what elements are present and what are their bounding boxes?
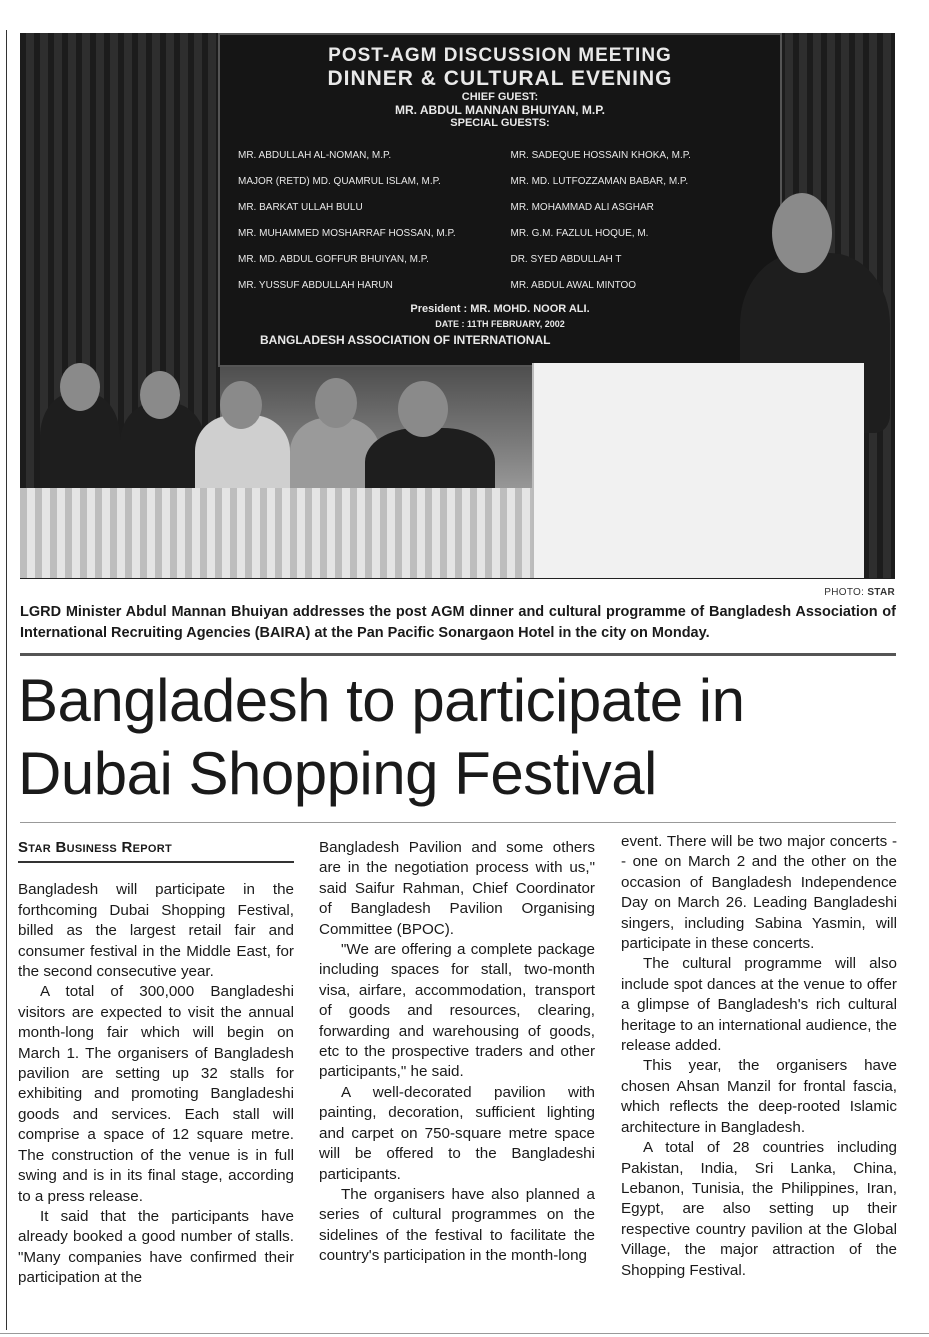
paragraph: The organisers have also planned a series of cultural programmes on the sidelines of the festival to facilitate the country's participation in the month-long	[319, 1185, 595, 1265]
board-chief-guest: MR. ABDUL MANNAN BHUIYAN, M.P.	[394, 103, 605, 117]
article-column-3	[621, 832, 897, 1281]
photo-credit-prefix: PHOTO:	[824, 587, 865, 598]
photo-credit	[824, 587, 895, 598]
page-left-rule	[6, 30, 7, 1330]
paragraph: event. There will be two major concerts -- one on March 2 and the other on the occasion of Bangladesh Independence Day on March 26. Leading Bangladeshi singers, including Sabina Yasmin, will participate in these concerts.	[621, 833, 897, 953]
paragraph: A total of 300,000 Bangladeshi visitors are expected to visit the annual month-long fair which will begin on March 1. The organisers of Bangladesh pavilion are setting up 32 stalls for exhibiting and promoting Bangladeshi goods and services. Each stall will comprise a space of 12 square metre. The construction of the venue is in full swing and is in its final stage, according to a press release.	[18, 983, 294, 1205]
board-guest-name: MR. BARKAT ULLAH BULU	[238, 202, 363, 213]
event-backdrop-board	[218, 33, 782, 367]
board-chief-guest-label: CHIEF GUEST:	[461, 91, 539, 103]
board-right-column	[510, 143, 762, 299]
board-guest-name: MR. ABDUL AWAL MINTOO	[510, 280, 637, 291]
byline-rule	[18, 861, 294, 863]
photo-caption: LGRD Minister Abdul Mannan Bhuiyan addresses the post AGM dinner and cultural programme of Bangladesh Association of International Recruiting Agencies (BAIRA) at the Pan Pacific Sonargaon Hotel in the city on Monday.	[20, 604, 896, 641]
board-guest-name: MR. MOHAMMAD ALI ASGHAR	[510, 202, 654, 213]
person-head	[140, 371, 180, 419]
paragraph: Bangladesh Pavilion and some others are in the negotiation process with us," said Saifur Rahman, Chief Coordinator of Bangladesh Pavilion Organising Committee (BPOC).	[319, 839, 595, 938]
paragraph: A total of 28 countries including Pakistan, India, Sri Lanka, China, Lebanon, Tunisia, the Philippines, Iran, Egypt, are also setting up their respective country pavilion at the Global Village, the major attraction of the Shopping Festival.	[621, 1139, 897, 1279]
board-special-guests-label: SPECIAL GUESTS:	[450, 117, 550, 129]
board-date: DATE : 11TH FEBRUARY, 2002	[435, 319, 565, 329]
paragraph: A well-decorated pavilion with painting, decoration, sufficient lighting and carpet on 750-square metre space will be offered to the Bangladeshi participants.	[319, 1083, 595, 1183]
person-head	[220, 381, 262, 429]
board-guest-name: MR. YUSSUF ABDULLAH HARUN	[238, 280, 393, 291]
paragraph: It said that the participants have already booked a good number of stalls. "Many companies have confirmed their participation at the	[18, 1207, 294, 1287]
board-title-line1: POST-AGM DISCUSSION MEETING	[328, 45, 672, 66]
page-bottom-rule	[0, 1333, 929, 1334]
byline: Star Business Report	[18, 839, 172, 856]
board-banner: BANGLADESH ASSOCIATION OF INTERNATIONAL	[260, 333, 551, 347]
head-table	[20, 488, 560, 578]
person-head	[315, 378, 357, 428]
photo-credit-name: STAR	[867, 587, 895, 598]
board-guest-name: MR. ABDULLAH AL-NOMAN, M.P.	[238, 150, 392, 161]
board-guest-name: MR. MD. LUTFOZZAMAN BABAR, M.P.	[510, 176, 689, 187]
news-photo	[20, 33, 895, 579]
board-title-line2: DINNER & CULTURAL EVENING	[327, 67, 673, 90]
article-column-2	[319, 838, 595, 1267]
board-guest-name: DR. SYED ABDULLAH T	[510, 254, 622, 265]
board-left-column	[238, 143, 490, 299]
article-headline: Bangladesh to participate in Dubai Shopping Festival	[18, 667, 745, 807]
person-head	[398, 381, 448, 437]
board-guest-name: MR. MUHAMMED MOSHARRAF HOSSAN, M.P.	[238, 228, 456, 239]
board-president: President : MR. MOHD. NOOR ALI.	[410, 303, 590, 315]
board-guest-name: MAJOR (RETD) MD. QUAMRUL ISLAM, M.P.	[238, 176, 441, 187]
podium	[532, 363, 864, 578]
board-guest-columns	[220, 129, 780, 299]
headline-rule	[20, 822, 896, 823]
paragraph: This year, the organisers have chosen Ahsan Manzil for frontal fascia, which reflects the deep-rooted Islamic architecture in Bangladesh.	[621, 1057, 897, 1136]
paragraph: "We are offering a complete package including spaces for stall, two-month visa, airfare, accommodation, transport of goods and resources, clearing, forwarding and warehousing of goods, etc to the prospective traders and other participants," he said.	[319, 941, 595, 1081]
person-head	[60, 363, 100, 411]
paragraph: The cultural programme will also include spot dances at the venue to offer a glimpse of Bangladesh's rich cultural heritage to an international audience, the release added.	[621, 955, 897, 1055]
board-guest-name: MR. MD. ABDUL GOFFUR BHUIYAN, M.P.	[238, 254, 429, 265]
board-guest-name: MR. SADEQUE HOSSAIN KHOKA, M.P.	[510, 150, 691, 161]
speaker-head	[772, 193, 832, 273]
board-guest-name: MR. G.M. FAZLUL HOQUE, M.	[510, 228, 649, 239]
paragraph: Bangladesh will participate in the forthcoming Dubai Shopping Festival, billed as the largest retail fair and consumer festival in the Middle East, for the second consecutive year.	[18, 881, 294, 981]
article-column-1	[18, 838, 294, 1289]
caption-rule	[20, 653, 896, 656]
